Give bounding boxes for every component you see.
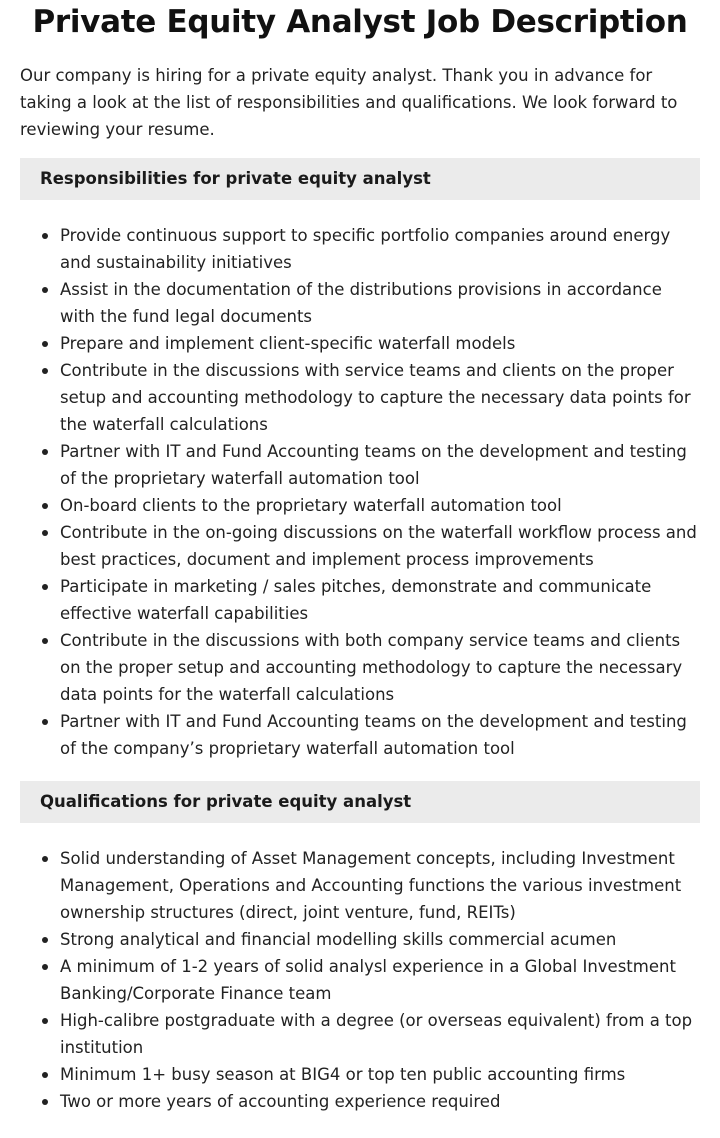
list-item [60,926,700,953]
list-item-text: Two or more years of accounting experience required [60,1092,501,1111]
bullet-dot-icon [42,1099,48,1105]
list-item [60,573,700,627]
list-item-text: Contribute in the discussions with both company service teams and clients on the proper setup and accounting methodology to capture the necessary data points for the waterfall calculations [60,631,683,704]
list-item-text: Assist in the documentation of the distributions provisions in accordance with the fund legal documents [60,280,662,326]
list-item [60,276,700,330]
list-item [60,222,700,276]
bullet-dot-icon [42,503,48,509]
bullet-dot-icon [42,584,48,590]
list-item-text: Provide continuous support to specific portfolio companies around energy and sustainability initiatives [60,226,671,272]
list-item-text: Strong analytical and financial modelling skills commercial acumen [60,930,617,949]
list-item-text: High-calibre postgraduate with a degree (or overseas equivalent) from a top institution [60,1011,693,1057]
bullet-dot-icon [42,638,48,644]
list-item-text: Solid understanding of Asset Management concepts, including Investment Management, Operations and Accounting functions the various investment ownership structures (direct, joint venture, fund, REITs) [60,849,682,922]
page-title: Private Equity Analyst Job Description [32,4,688,40]
list-item-text: Minimum 1+ busy season at BIG4 or top ten public accounting firms [60,1065,626,1084]
bullet-dot-icon [42,856,48,862]
bullet-dot-icon [42,1018,48,1024]
list-item [60,1088,700,1115]
list-item-text: Partner with IT and Fund Accounting teams on the development and testing of the company’s proprietary waterfall automation tool [60,712,687,758]
list-item [60,627,700,708]
list-item [60,357,700,438]
list-item-text: Prepare and implement client-specific waterfall models [60,334,516,353]
qualifications-heading: Qualifications for private equity analyst [20,781,700,823]
list-item-text: Participate in marketing / sales pitches, demonstrate and communicate effective waterfall capabilities [60,577,652,623]
list-item-text: Contribute in the on-going discussions on the waterfall workflow process and best practices, document and implement process improvements [60,523,697,569]
list-item [60,438,700,492]
list-item [60,953,700,1007]
bullet-dot-icon [42,964,48,970]
list-item [60,330,700,357]
bullet-dot-icon [42,449,48,455]
bullet-dot-icon [42,530,48,536]
responsibilities-heading: Responsibilities for private equity analyst [20,158,700,200]
bullet-dot-icon [42,719,48,725]
bullet-dot-icon [42,341,48,347]
bullet-dot-icon [42,287,48,293]
list-item [60,1007,700,1061]
list-item [60,708,700,762]
qualifications-list [20,845,700,1115]
intro-paragraph: Our company is hiring for a private equity analyst. Thank you in advance for taking a look at the list of responsibilities and qualifications. We look forward to reviewing your resume. [20,66,678,139]
responsibilities-list [20,222,700,762]
list-item-text: Partner with IT and Fund Accounting teams on the development and testing of the proprietary waterfall automation tool [60,442,687,488]
bullet-dot-icon [42,233,48,239]
list-item [60,492,700,519]
list-item-text: A minimum of 1-2 years of solid analysl experience in a Global Investment Banking/Corporate Finance team [60,957,676,1003]
bullet-dot-icon [42,368,48,374]
list-item [60,1061,700,1088]
list-item-text: On-board clients to the proprietary waterfall automation tool [60,496,562,515]
list-item [60,519,700,573]
bullet-dot-icon [42,937,48,943]
bullet-dot-icon [42,1072,48,1078]
list-item-text: Contribute in the discussions with service teams and clients on the proper setup and accounting methodology to capture the necessary data points for the waterfall calculations [60,361,691,434]
list-item [60,845,700,926]
